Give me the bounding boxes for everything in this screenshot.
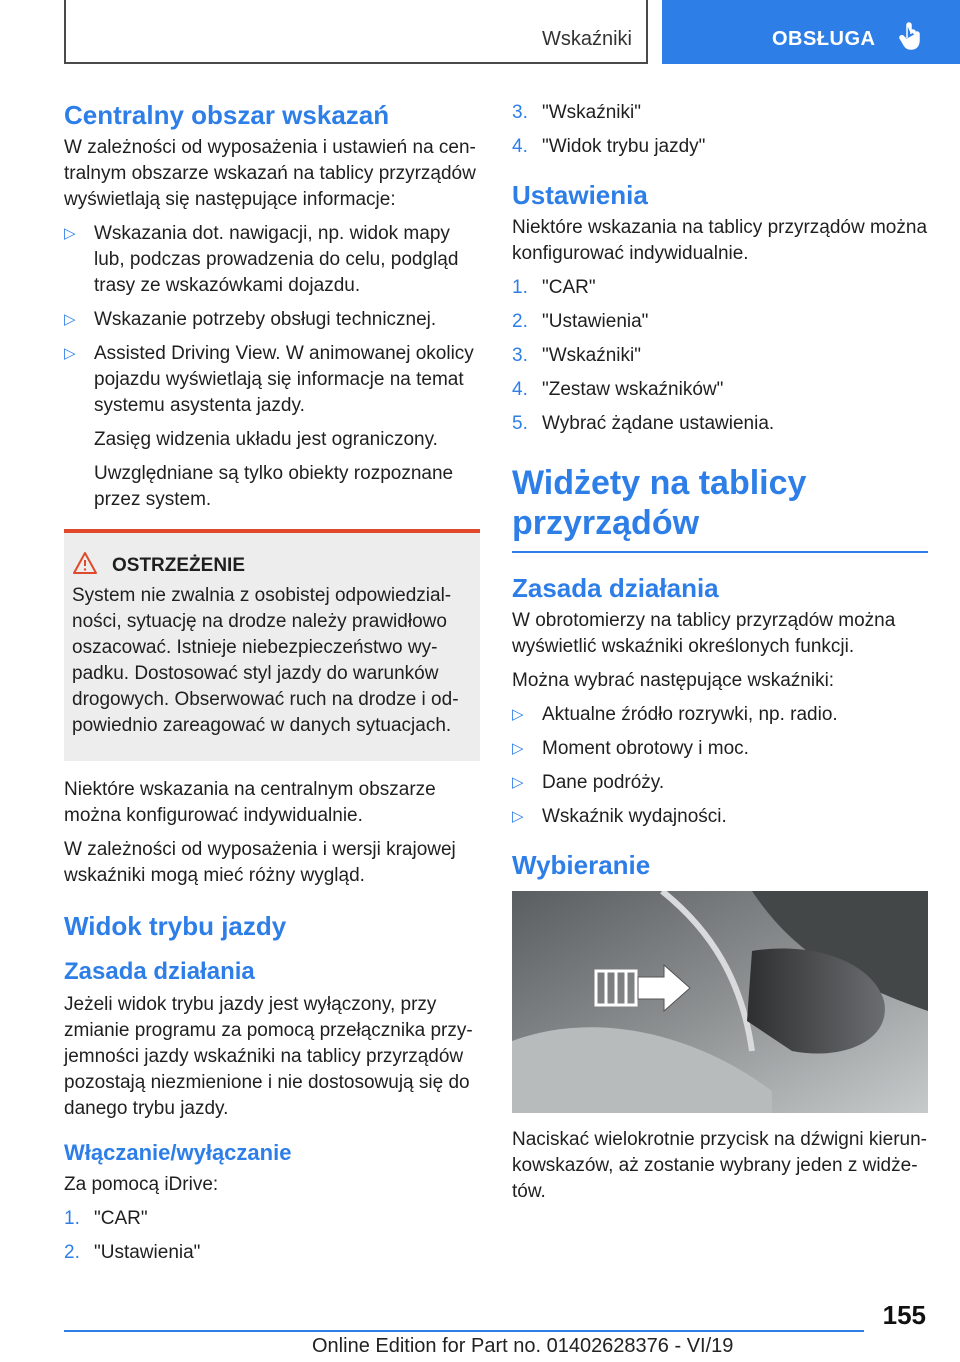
step-text: "Widok trybu jazdy"	[542, 136, 706, 157]
list-item	[512, 702, 928, 728]
heading-principle-widgets: Zasada działania	[512, 573, 719, 603]
list-item-text: Wskaźnik wydajności.	[542, 806, 727, 827]
step-number: 5.	[512, 413, 528, 434]
header-tab-label: OBSŁUGA	[772, 28, 876, 50]
list-sub-paragraph: Zasięg widzenia układu jest ograniczony.	[94, 429, 438, 450]
paragraph-idrive: Za pomocą iDrive:	[64, 1174, 219, 1195]
step-item	[512, 100, 928, 126]
lever-illustration	[512, 891, 928, 1113]
right-column	[512, 100, 928, 1213]
turn-signal-lever-photo	[512, 891, 928, 1113]
list-item	[64, 221, 480, 299]
step-text: "Zestaw wskaźników"	[542, 379, 724, 400]
paragraph-tacho: W obrotomierzy na tablicy przyrządów można wyświetlić wskaźniki określonych funkcji.	[512, 610, 896, 657]
heading-widgets-line1: Widżety na tablicy	[512, 464, 807, 502]
step-item	[512, 134, 928, 160]
step-item	[512, 343, 928, 369]
warning-title-row	[112, 555, 472, 577]
step-number: 3.	[512, 102, 528, 123]
step-text: "CAR"	[94, 1208, 148, 1229]
list-item-text: Wskazanie potrzeby obsługi technicznej.	[94, 309, 437, 330]
step-item	[512, 377, 928, 403]
warning-text: System nie zwalnia z osobistej odpowiedzial-ności, sytuację na drodze należy prawidłowo oszacować. Istnieje niebezpieczeństwo wy-padku. Dostosować styl jazdy do warunków drogowych. Obserwować ruch na drodze i od-powiednio zareagować w danych sytuacjach.	[72, 585, 459, 736]
heading-select: Wybieranie	[512, 850, 651, 880]
warning-box	[64, 529, 480, 761]
bullet-triangle-icon: ▷	[64, 345, 76, 362]
step-item	[512, 411, 928, 437]
page-number: 155	[882, 1300, 926, 1330]
paragraph-config: Niektóre wskazania na centralnym obszarze można konfigurować indywidualnie.	[64, 779, 436, 826]
list-item	[512, 804, 928, 830]
figure-caption: Naciskać wielokrotnie przycisk na dźwigni kierun-kowskazów, aż zostanie wybrany jeden z widże-tów.	[512, 1129, 927, 1202]
list-item-text: Assisted Driving View. W animowanej okolicy pojazdu wyświetlają się informacje na temat systemu asystenta jazdy.	[94, 343, 474, 416]
paragraph-choose: Można wybrać następujące wskaźniki:	[512, 670, 835, 691]
heading-central-area: Centralny obszar wskazań	[64, 100, 390, 130]
header-section-box	[64, 0, 648, 64]
footer-rule	[64, 1330, 864, 1332]
list-sub-paragraph: Uwzględniane są tylko obiekty rozpoznane przez system.	[94, 463, 454, 510]
bullet-triangle-icon: ▷	[512, 706, 524, 723]
list-item-text: Moment obrotowy i moc.	[542, 738, 749, 759]
step-item	[64, 1206, 480, 1232]
step-text: "Wskaźniki"	[542, 102, 641, 123]
step-text: Wybrać żądane ustawienia.	[542, 413, 775, 434]
list-item-text: Aktualne źródło rozrywki, np. radio.	[542, 704, 838, 725]
heading-settings: Ustawienia	[512, 180, 648, 210]
warning-title: OSTRZEŻENIE	[112, 555, 246, 576]
step-number: 2.	[64, 1242, 80, 1263]
header-section-label: Wskaźniki	[541, 28, 632, 50]
list-item	[64, 341, 480, 419]
heading-drive-mode: Widok trybu jazdy	[64, 911, 287, 941]
step-item	[64, 1240, 480, 1266]
bullet-triangle-icon: ▷	[512, 808, 524, 825]
step-number: 1.	[512, 277, 528, 298]
header-tab	[662, 0, 960, 64]
footer-edition: Online Edition for Part no. 01402628376 - VI/19	[312, 1335, 734, 1357]
step-text: "CAR"	[542, 277, 596, 298]
warning-triangle-icon	[72, 551, 98, 575]
paragraph-settings: Niektóre wskazania na tablicy przyrządów można konfigurować indywidualnie.	[512, 217, 928, 264]
bullet-triangle-icon: ▷	[512, 774, 524, 791]
paragraph-drive-mode: Jeżeli widok trybu jazdy jest wyłączony, przy zmianie programu za pomocą przełącznika przy-jemności jazdy wskaźniki na tablicy przyrządów pozostają niezmienione i nie dostosowują się do danego trybu jazdy.	[64, 994, 473, 1119]
list-item-text: Wskazania dot. nawigacji, np. widok mapy lub, podczas prowadzenia do celu, podgląd trasy ze wskazówkami dojazdu.	[94, 223, 459, 296]
step-item	[512, 309, 928, 335]
hand-pointer-icon	[896, 22, 926, 52]
paragraph-variants: W zależności od wyposażenia i wersji krajowej wskaźniki mogą mieć różny wygląd.	[64, 839, 456, 886]
heading-on-off: Włączanie/wyłączanie	[64, 1140, 292, 1165]
step-item	[512, 275, 928, 301]
list-item	[64, 307, 480, 333]
bullet-triangle-icon: ▷	[64, 311, 76, 328]
section-rule	[512, 551, 928, 553]
step-text: "Ustawienia"	[542, 311, 649, 332]
heading-widgets-line2: przyrządów	[512, 504, 700, 542]
step-text: "Wskaźniki"	[542, 345, 641, 366]
step-number: 4.	[512, 379, 528, 400]
list-item	[512, 770, 928, 796]
step-number: 4.	[512, 136, 528, 157]
step-number: 3.	[512, 345, 528, 366]
step-number: 2.	[512, 311, 528, 332]
step-number: 1.	[64, 1208, 80, 1229]
step-text: "Ustawienia"	[94, 1242, 201, 1263]
heading-principle: Zasada działania	[64, 958, 255, 985]
bullet-triangle-icon: ▷	[512, 740, 524, 757]
paragraph-central-area: W zależności od wyposażenia i ustawień na cen-tralnym obszarze wskazań na tablicy przyrządów wyświetlają się następujące informacje:	[64, 137, 476, 210]
list-item-text: Dane podróży.	[542, 772, 665, 793]
bullet-triangle-icon: ▷	[64, 225, 76, 242]
left-column	[64, 100, 480, 1274]
list-item	[512, 736, 928, 762]
